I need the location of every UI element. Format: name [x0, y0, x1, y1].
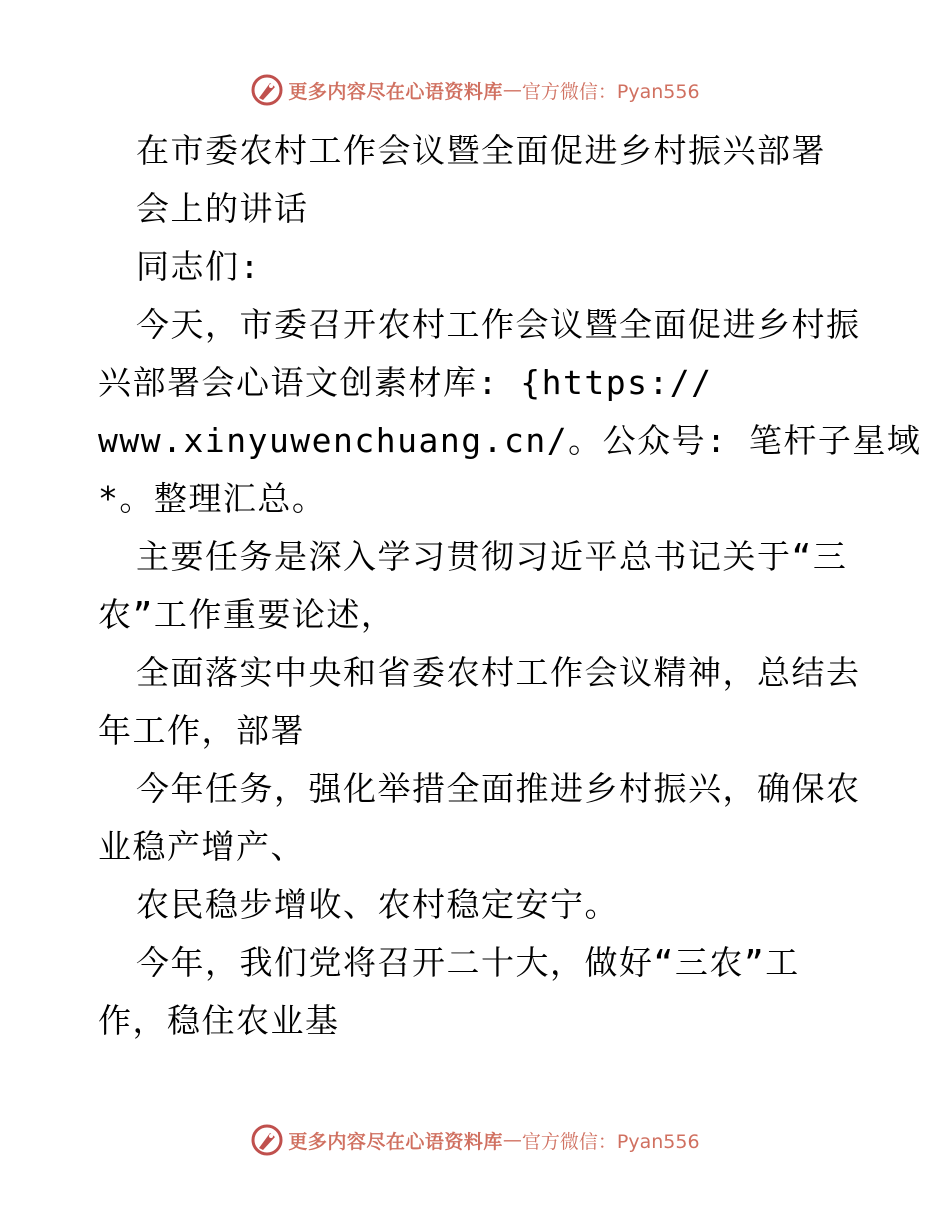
pen-nib-logo-icon — [250, 73, 284, 107]
paragraph-line: 主要任务是深入学习贯彻习近平总书记关于“三 — [136, 537, 848, 576]
paragraph-line: 农”工作重要论述， — [98, 595, 396, 634]
paragraph-line: 今天，市委召开农村工作会议暨全面促进乡村振 — [136, 305, 861, 344]
paragraph-line: 全面落实中央和省委农村工作会议精神，总结去 — [136, 653, 861, 692]
paragraph-line: 兴部署会心语文创素材库: {https:// — [98, 363, 713, 402]
watermark-footer — [0, 1120, 950, 1160]
watermark-separator: — — [502, 79, 522, 101]
paragraph-line: 业稳产增产、 — [98, 827, 305, 866]
paragraph-line: 年工作，部署 — [98, 711, 305, 750]
document-body — [98, 122, 922, 1050]
paragraph-line: 作，稳住农业基 — [98, 1001, 340, 1040]
pen-nib-logo-icon — [250, 1123, 284, 1157]
watermark-text: 更多内容尽在心语资料库 — [288, 80, 503, 103]
paragraph-line: 今年，我们党将召开二十大，做好“三农”工 — [136, 943, 800, 982]
watermark-text: 更多内容尽在心语资料库 — [288, 1130, 503, 1153]
paragraph-line: *。整理汇总。 — [98, 479, 327, 518]
salutation: 同志们: — [136, 247, 261, 286]
watermark-separator: — — [502, 1129, 522, 1151]
paragraph-line: 农民稳步增收、农村稳定安宁。 — [136, 885, 619, 924]
watermark-wechat: 官方微信：Pyan556 — [521, 1130, 700, 1153]
title-line-2: 会上的讲话 — [136, 189, 309, 228]
watermark-header — [0, 70, 950, 110]
title-line-1: 在市委农村工作会议暨全面促进乡村振兴部署 — [136, 131, 826, 170]
paragraph-line: www.xinyuwenchuang.cn/。公众号: 笔杆子星域 — [98, 421, 922, 460]
paragraph-line: 今年任务，强化举措全面推进乡村振兴，确保农 — [136, 769, 861, 808]
watermark-wechat: 官方微信：Pyan556 — [521, 80, 700, 103]
